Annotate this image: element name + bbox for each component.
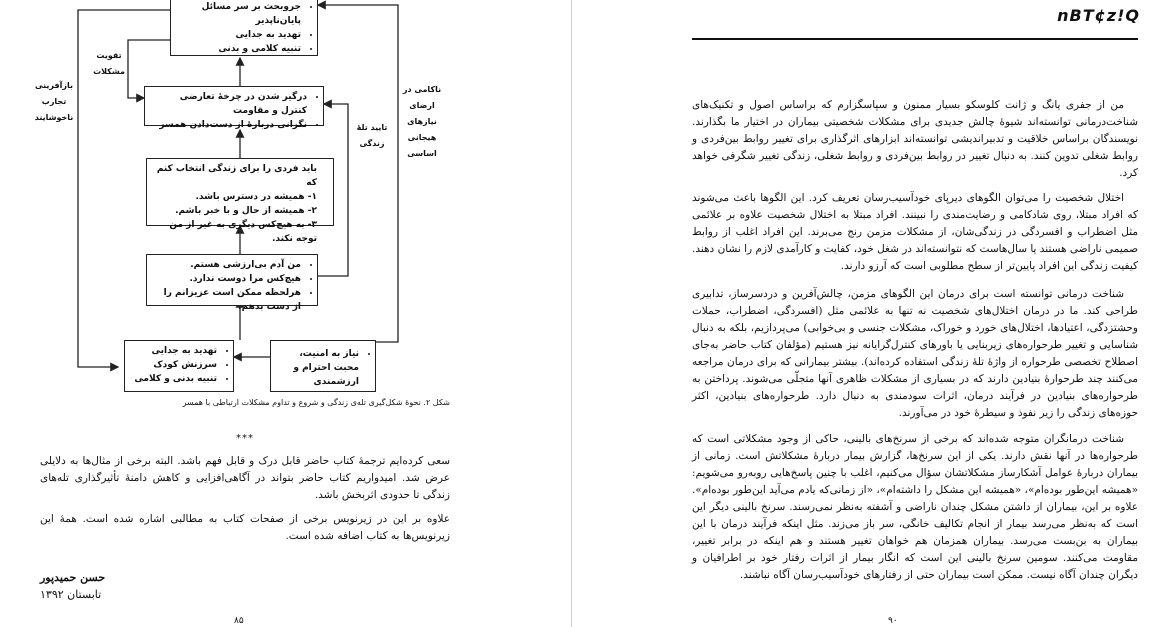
page-number: ۸۵: [234, 616, 244, 626]
diagram-box-2-item: • نگرانی دربارهٔ از دست‌دادن همسر: [151, 118, 307, 132]
left-paragraph: سعی کرده‌ایم ترجمهٔ کتاب حاضر قابل درک و قابل فهم باشد. البته برخی از مثال‌ها به دلایلی عرض شد. امیدواریم کتاب حاضر بتواند در آگاهی‌افزایی و کاهش دامنهٔ تأثیرگذاری تله‌های زندگی تا حدودی اثربخش باشد.: [40, 455, 450, 501]
right-paragraph: شناخت درمانگران متوجه شده‌اند که برخی از سرنخ‌های بالینی، حاکی از وجود مشکلاتی است که طرحواره‌ها در آنها نقش دارند. یکی از این سرنخ‌ها، گزارش بیمار دربارهٔ مشکلاتش است. زمانی از بیماران دربارهٔ عوامل آشکارساز مشکلاتشان سؤال می‌کنیم، اغلب با چنین پاسخ‌هایی روبه‌رو می‌شویم: «همیشه این‌طور بوده‌ام»، «همیشه این مشکل را داشته‌ام»، «از زمانی‌که یادم می‌آید این‌طور بوده‌ام». علاوه بر این، بیماران از داشتن مشکل چندان ناراضی و آشفته به‌نظر نمی‌رسند. سرنخ بالینی دیگر این است که به‌نظر می‌رسد بیمار از انجام تکالیف خانگی، سر باز می‌زند. مثل اینکه فرآیند درمان با این بیماران به بن‌بست می‌رسد. بیماران همزمان هم خواهان تغییر هستند و هم اینکه در برابر تغییر، مقاومت می‌کنند. سومین سرنخ بالینی این است که انگار بیمار از اثرات رفتار خود بر اطرافیان و دیگران چندان آگاه نیست. ممکن است بیماران حتی از رفتارهای خودآسیب‌رسان آگاه نباشند.: [692, 433, 1138, 581]
diagram-box-5: [124, 340, 234, 392]
label-failure: ناکامی در ارضای نیازهای هیجانی اساسی: [402, 85, 442, 158]
right-paragraph: اختلال شخصیت را می‌توان الگوهای دیرپای خودآسیب‌رسان تعریف کرد. این الگوها باعث می‌شوند که افراد مبتلا، روی شادکامی و رضایت‌مندی را نبینند. افراد مبتلا به اختلال شخصیت علاوه بر علائمی مثل اضطراب و افسردگی در زندگی‌شان، از مشکلات مزمن رنج می‌برند. این افراد اغلب از روابط صمیمی ناراضی هستند یا سال‌هاست که نتوانسته‌اند در شغل خود، کفایت و کارآمدی لازم را نشان دهند. کیفیت زندگی این افراد پایین‌تر از سطح مطلوبی است که آرزو دارند.: [692, 192, 1138, 272]
translator-name: حسن حمیدپور: [40, 571, 106, 584]
diagram-box-4-item: • من آدم بی‌ارزشی هستم.: [153, 258, 301, 272]
header-rule: [692, 38, 1138, 40]
right-page: [572, 0, 1160, 627]
diagram-box-6: [270, 340, 376, 392]
diagram-box-4-item: • هیچ‌کس مرا دوست ندارد.: [153, 272, 301, 286]
diagram-box-1-item: • جروبحث بر سر مسائل پایان‌ناپذیر: [177, 0, 301, 28]
diagram-box-1: [170, 0, 318, 56]
signature-date: تابستان ۱۳۹۲: [40, 588, 102, 601]
diagram-box-5-item: • سرزنش کودک: [131, 358, 217, 372]
right-paragraph: من از جفری یانگ و ژانت کلوسکو بسیار ممنون و سپاسگزارم که براساس اصول و تکنیک‌های شناخت‌درمانی توانسته‌اند شیوهٔ چالش جدیدی برای مشکلات شخصیتی بیماران در اختیار ما بگذارند. نویسندگان براساس خلاقیت و تدبیراندیشی توانسته‌اند ابزارهای اثرگذاری برای تغییر روابط بین‌فردی و روابط شغلی تدوین کنند. به دنبال تغییر در روابط بین‌فردی و روابط شغلی، زندگی تغییر شگرفی خواهد کرد.: [692, 99, 1138, 179]
diagram-box-3: [146, 158, 334, 244]
diagram-box-3-line: ۱- همیشه در دسترس باشد.: [195, 192, 317, 202]
diagram-box-1-item: • تنبیه کلامی و بدنی: [177, 42, 301, 56]
diagram-box-3-line: ۲- همیشه از حال و با خبر باشم.: [175, 206, 317, 216]
figure-caption: شکل ۲. نحوهٔ شکل‌گیری تله‌ی زندگی و شروع و تداوم مشکلات ارتباطی با همسر: [182, 398, 450, 407]
diagram-box-3-line: ۳- به هیچ‌کس دیگری به غیر از من توجه نکند.: [169, 220, 317, 244]
right-paragraph: شناخت درمانی توانسته است برای درمان این الگوهای مزمن، چالش‌آفرین و دردسرساز، تدابیری طراحی کند. ما در درمان اختلال‌های شخصیت نه تنها به علائمی مثل (افسردگی، اضطراب، حملات وحشتزدگی، اعتیادها، اختلال‌های خورد و خوراک، مشکلات جنسی و بی‌خوابی) می‌پردازیم، بلکه به دنبال شناسایی و تغییر طرحواره‌های زیربنایی یا باورهای کنترل‌گرایانه نیز هستیم (مؤلفان کتاب حاضر به‌جای اصطلاح تخصصی طرحواره از واژهٔ تلهٔ زندگی استفاده کرده‌اند). بیشتر بیمارانی که برای درمان مراجعه می‌کنند چند طرحوارهٔ بنیادین دارند که در بسیاری از مشکلات ظاهری آنها متجلّی می‌شوند. پرداختن به طرحواره‌های بنیادین در فرآیند درمان، اثرات سودمندی به دنبال دارد. طرحواره‌های بنیادین، اکثر حوزه‌های زندگی را زیر نفوذ و سیطرهٔ خود در می‌آورند.: [692, 288, 1138, 419]
diagram-box-2: [144, 86, 324, 130]
diagram-box-4: [146, 254, 318, 312]
section-separator: ***: [236, 433, 254, 444]
label-reinforce: تقویت مشکلات: [93, 51, 125, 76]
diagram-box-5-item: • تنبیه بدنی و کلامی: [131, 372, 217, 386]
left-paragraph: علاوه بر این در زیرنویس برخی از صفحات کتاب به مطالبی اشاره شده است. همهٔ این زیرنویس‌ها به کتاب اضافه شده است.: [40, 513, 450, 542]
diagram-box-1-item: • تهدید به جدایی: [177, 28, 301, 42]
diagram-box-4-item: • هرلحظه ممکن است عزیزانم را از دست بدهم.: [153, 286, 301, 314]
diagram-box-2-item: • درگیر شدن در چرخهٔ تعارضی کنترل و مقاومت: [151, 90, 307, 118]
diagram-box-3-title: باید فردی را برای زندگی انتخاب کنم که: [156, 164, 317, 188]
left-page: [0, 0, 572, 627]
diagram-box-6-item: • نیاز به امنیت، محبت احترام و ارزشمندی: [277, 347, 359, 389]
publisher-logo: nBT¢z!Q: [1057, 6, 1140, 25]
page-number: ۹۰: [888, 616, 898, 626]
diagram-box-5-item: • تهدید به جدایی: [131, 344, 217, 358]
label-far-left: بازآفرینی تجارب ناخوشایند: [34, 81, 74, 122]
label-confirm: تایید تلهٔ زندگی: [356, 123, 388, 148]
